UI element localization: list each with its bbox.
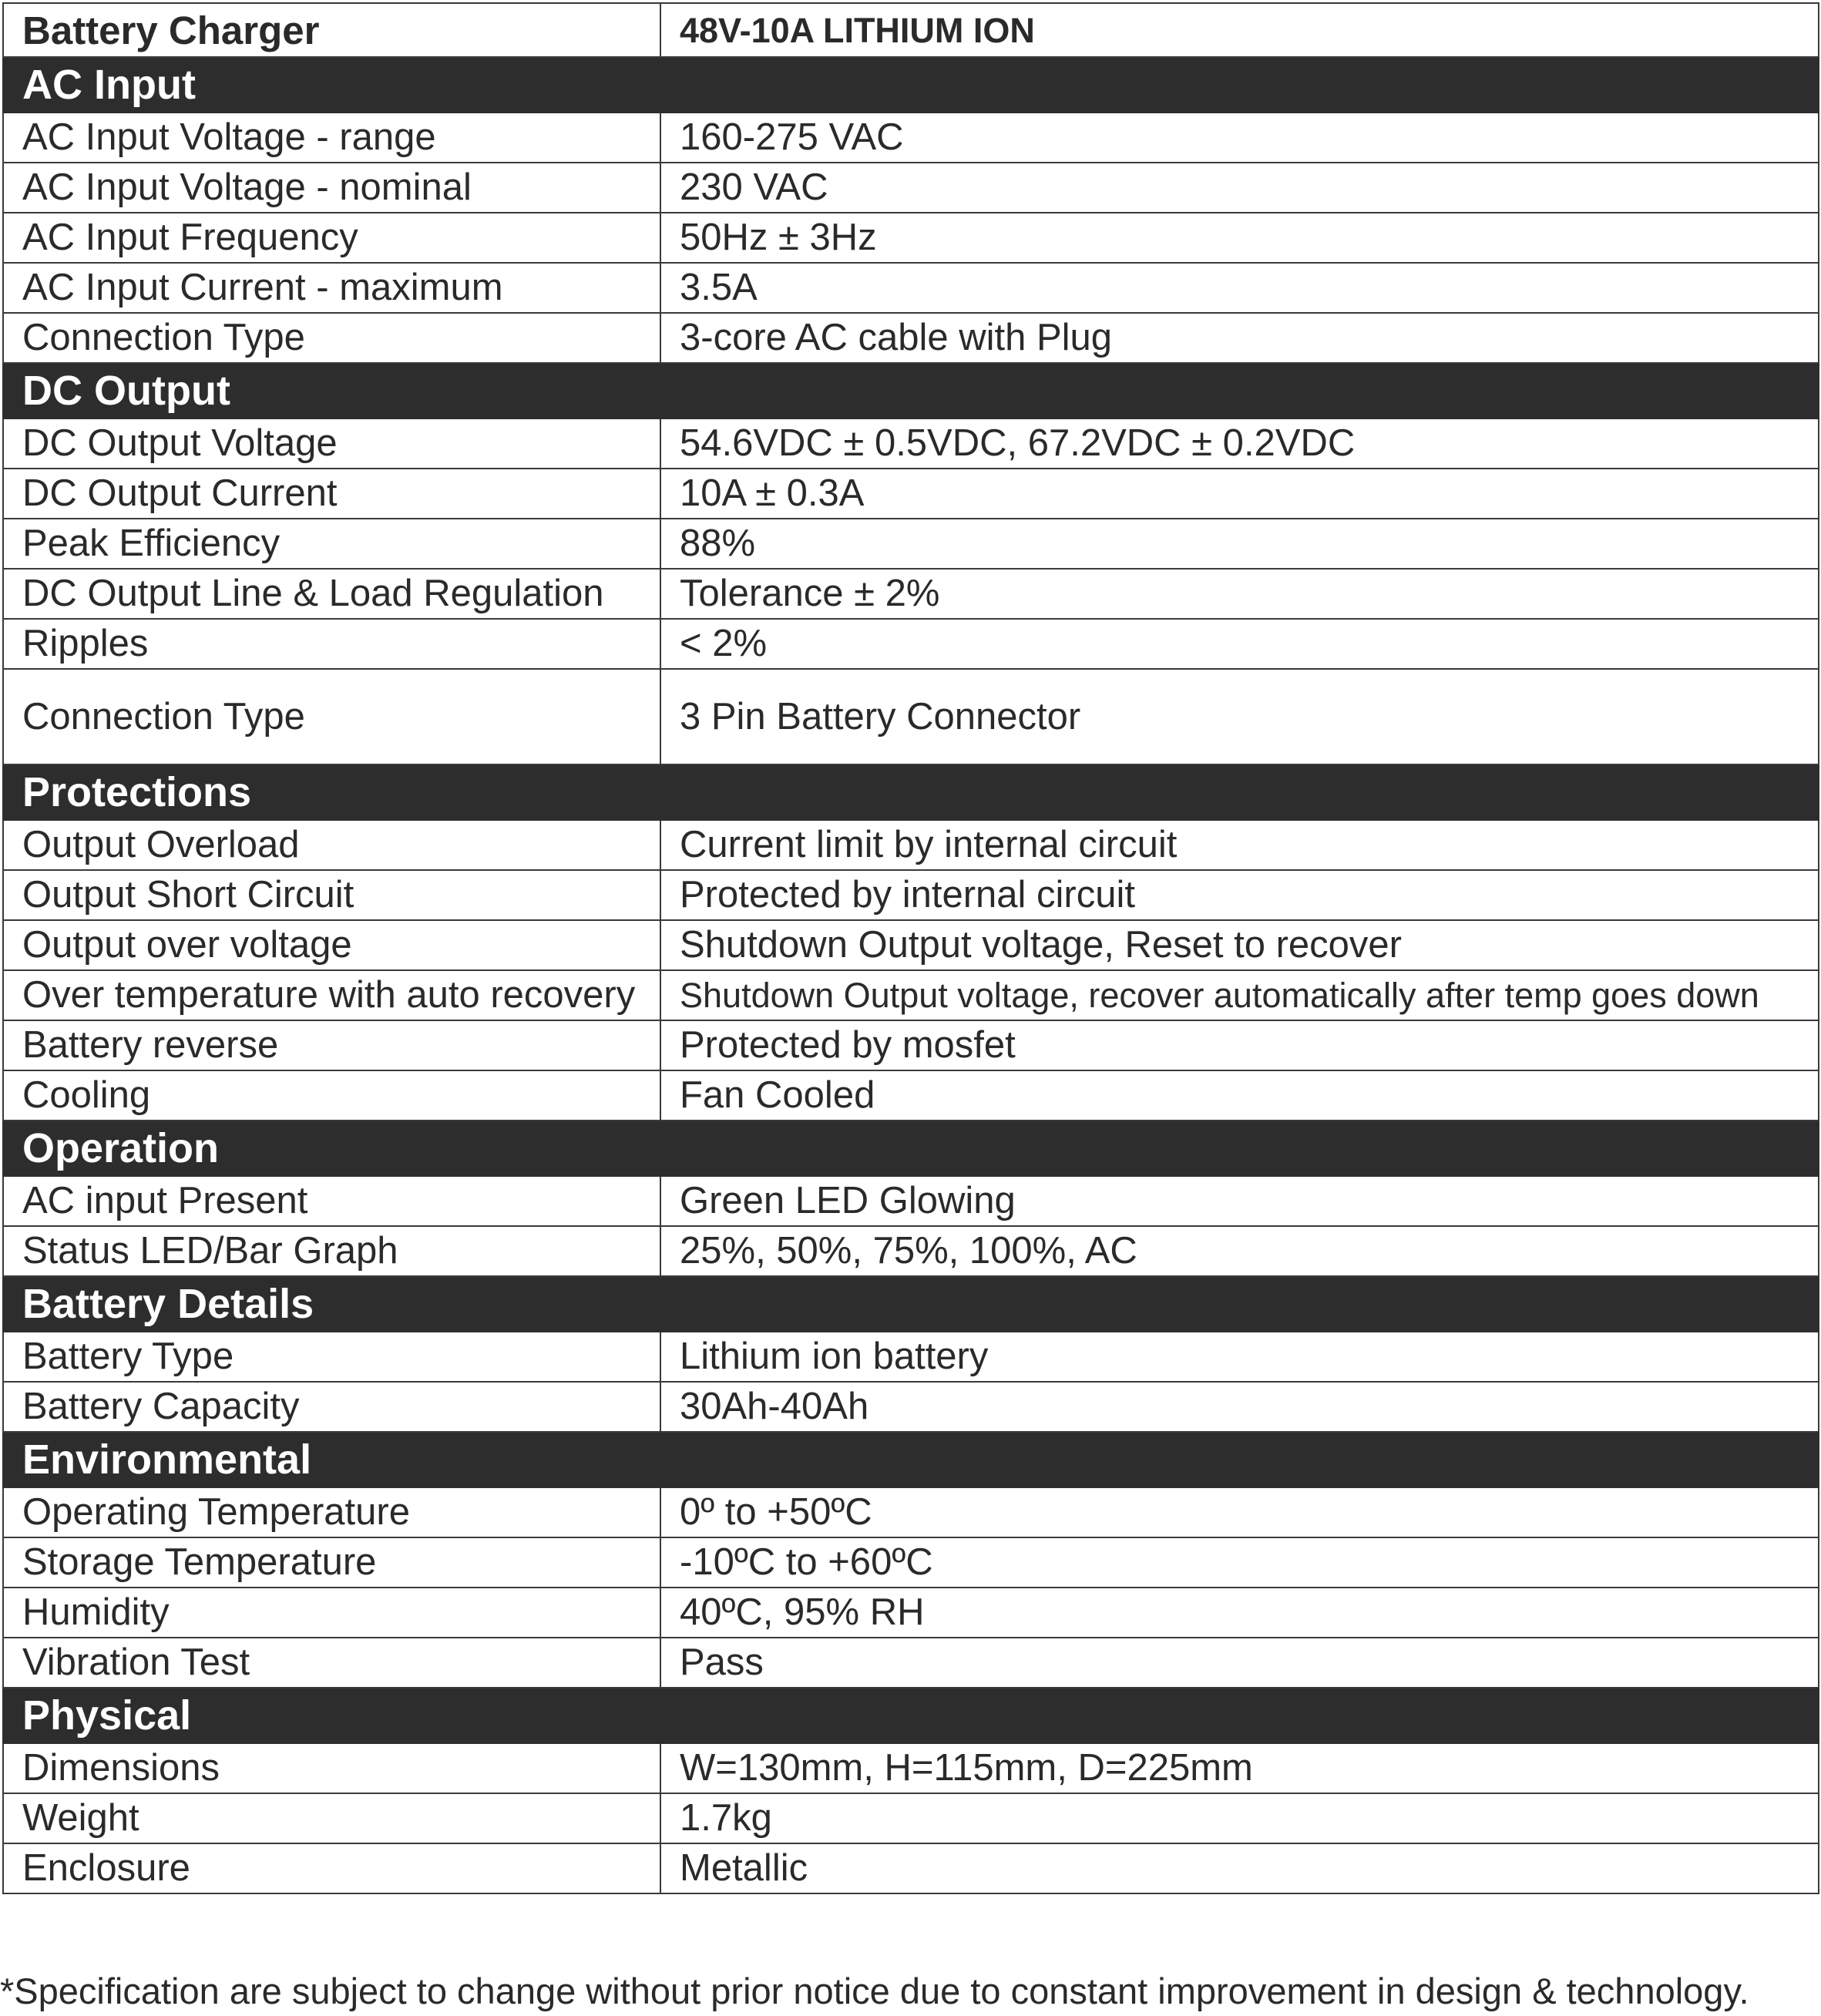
spec-label: Battery Capacity — [3, 1382, 660, 1432]
spec-label: Output Short Circuit — [3, 870, 660, 920]
section-title: Environmental — [3, 1432, 1819, 1487]
table-row — [3, 1070, 1819, 1121]
spec-label: AC input Present — [3, 1176, 660, 1226]
spec-label: Peak Efficiency — [3, 519, 660, 569]
spec-label: Battery Type — [3, 1332, 660, 1382]
spec-value: 50Hz ± 3Hz — [660, 213, 1819, 263]
spec-value: < 2% — [660, 619, 1819, 669]
table-row — [3, 920, 1819, 970]
spec-value: Protected by internal circuit — [660, 870, 1819, 920]
table-header-row — [3, 3, 1819, 57]
table-row — [3, 163, 1819, 213]
table-row — [3, 1843, 1819, 1893]
spec-label: Dimensions — [3, 1743, 660, 1793]
spec-label: Humidity — [3, 1588, 660, 1638]
table-row — [3, 1020, 1819, 1070]
section-header-ac-input — [3, 57, 1819, 113]
table-row — [3, 1382, 1819, 1432]
spec-value: 1.7kg — [660, 1793, 1819, 1843]
spec-label: AC Input Voltage - range — [3, 113, 660, 163]
table-row — [3, 1332, 1819, 1382]
spec-value: Green LED Glowing — [660, 1176, 1819, 1226]
spec-label: Over temperature with auto recovery — [3, 970, 660, 1020]
section-title: Physical — [3, 1688, 1819, 1743]
spec-value: Metallic — [660, 1843, 1819, 1893]
section-title: AC Input — [3, 57, 1819, 113]
table-row — [3, 870, 1819, 920]
spec-value: Shutdown Output voltage, recover automatically after temp goes down — [660, 970, 1819, 1020]
spec-label: Status LED/Bar Graph — [3, 1226, 660, 1276]
spec-value: -10ºC to +60ºC — [660, 1537, 1819, 1588]
spec-label: Enclosure — [3, 1843, 660, 1893]
spec-label: Ripples — [3, 619, 660, 669]
spec-label: Vibration Test — [3, 1638, 660, 1688]
spec-label: AC Input Frequency — [3, 213, 660, 263]
table-row — [3, 1176, 1819, 1226]
section-header-operation — [3, 1121, 1819, 1176]
spec-value: 230 VAC — [660, 163, 1819, 213]
spec-value: 3 Pin Battery Connector — [660, 669, 1819, 764]
table-row — [3, 1743, 1819, 1793]
spec-label: DC Output Voltage — [3, 418, 660, 469]
spec-value: 3.5A — [660, 263, 1819, 313]
spec-label: Connection Type — [3, 313, 660, 363]
section-title: Operation — [3, 1121, 1819, 1176]
section-header-dc-output — [3, 363, 1819, 418]
spec-value: Protected by mosfet — [660, 1020, 1819, 1070]
table-row — [3, 569, 1819, 619]
footnote: *Specification are subject to change without prior notice due to constant improvement in design & technology. — [0, 1971, 1749, 2011]
spec-value: 54.6VDC ± 0.5VDC, 67.2VDC ± 0.2VDC — [660, 418, 1819, 469]
spec-label: Weight — [3, 1793, 660, 1843]
table-row — [3, 1588, 1819, 1638]
spec-value: 40ºC, 95% RH — [660, 1588, 1819, 1638]
table-row — [3, 820, 1819, 870]
spec-label: DC Output Line & Load Regulation — [3, 569, 660, 619]
spec-label: Operating Temperature — [3, 1487, 660, 1537]
table-row — [3, 469, 1819, 519]
table-row — [3, 1793, 1819, 1843]
table-row — [3, 619, 1819, 669]
spec-table — [2, 2, 1819, 1894]
spec-label: DC Output Current — [3, 469, 660, 519]
section-title: DC Output — [3, 363, 1819, 418]
spec-label: Output over voltage — [3, 920, 660, 970]
spec-label: Connection Type — [3, 669, 660, 764]
section-header-physical — [3, 1688, 1819, 1743]
product-label: Battery Charger — [3, 3, 660, 57]
table-row — [3, 519, 1819, 569]
spec-value: Shutdown Output voltage, Reset to recover — [660, 920, 1819, 970]
table-row — [3, 313, 1819, 363]
table-row — [3, 1537, 1819, 1588]
section-header-protections — [3, 764, 1819, 820]
table-row — [3, 113, 1819, 163]
spec-value: 3-core AC cable with Plug — [660, 313, 1819, 363]
spec-label: Output Overload — [3, 820, 660, 870]
spec-label: Cooling — [3, 1070, 660, 1121]
table-row — [3, 1487, 1819, 1537]
spec-label: Storage Temperature — [3, 1537, 660, 1588]
spec-label: AC Input Current - maximum — [3, 263, 660, 313]
spec-value: 25%, 50%, 75%, 100%, AC — [660, 1226, 1819, 1276]
spec-label: Battery reverse — [3, 1020, 660, 1070]
table-row — [3, 263, 1819, 313]
table-row — [3, 1638, 1819, 1688]
spec-value: 0º to +50ºC — [660, 1487, 1819, 1537]
spec-value: Lithium ion battery — [660, 1332, 1819, 1382]
table-row — [3, 213, 1819, 263]
spec-value: 10A ± 0.3A — [660, 469, 1819, 519]
table-row — [3, 418, 1819, 469]
section-header-environmental — [3, 1432, 1819, 1487]
spec-value: W=130mm, H=115mm, D=225mm — [660, 1743, 1819, 1793]
section-title: Battery Details — [3, 1276, 1819, 1332]
spec-value: 160-275 VAC — [660, 113, 1819, 163]
product-model: 48V-10A LITHIUM ION — [660, 3, 1819, 57]
spec-value: Tolerance ± 2% — [660, 569, 1819, 619]
section-header-battery-details — [3, 1276, 1819, 1332]
spec-value: Pass — [660, 1638, 1819, 1688]
spec-value: 30Ah-40Ah — [660, 1382, 1819, 1432]
spec-label: AC Input Voltage - nominal — [3, 163, 660, 213]
section-title: Protections — [3, 764, 1819, 820]
table-row — [3, 1226, 1819, 1276]
spec-value: 88% — [660, 519, 1819, 569]
table-row — [3, 970, 1819, 1020]
spec-value: Current limit by internal circuit — [660, 820, 1819, 870]
table-row — [3, 669, 1819, 764]
spec-value: Fan Cooled — [660, 1070, 1819, 1121]
